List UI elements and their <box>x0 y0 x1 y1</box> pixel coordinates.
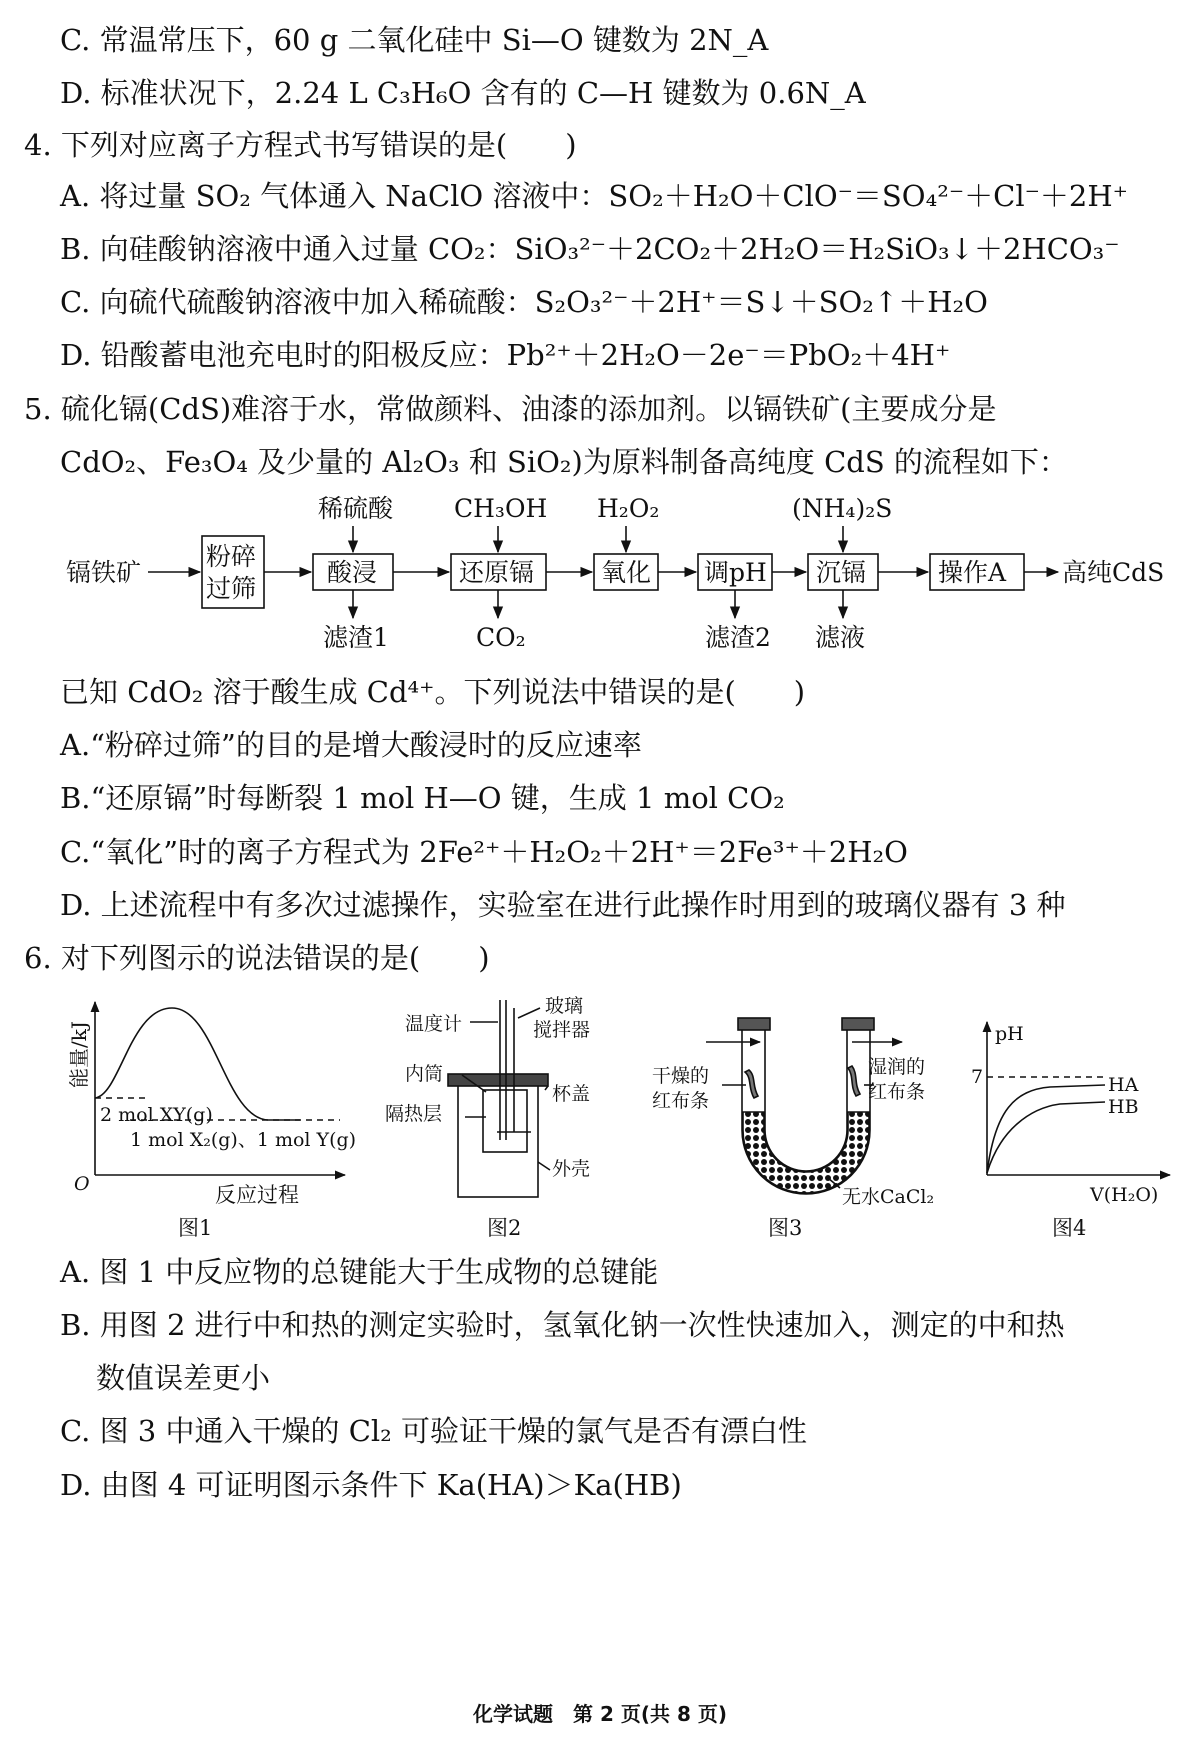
fig4-ha: HA <box>1108 1074 1139 1096</box>
fig3-dry2: 红布条 <box>652 1090 710 1112</box>
flow-output-residue2: 滤渣2 <box>705 623 771 652</box>
fig4-tick7: 7 <box>971 1066 984 1088</box>
fig2-inner: 内筒 <box>405 1063 444 1085</box>
fig2-stirrer2: 搅拌器 <box>533 1019 591 1041</box>
fig2-caption: 图2 <box>487 1216 522 1240</box>
flow-end-label: 高纯CdS <box>1062 558 1165 587</box>
q5-stem-line1: 5. 硫化镉(CdS)难溶于水，常做颜料、油漆的添加剂。以镉铁矿(主要成分是 <box>24 392 997 426</box>
q4-option-c: C. 向硫代硫酸钠溶液中加入稀硫酸：S₂O₃²⁻＋2H⁺＝S↓＋SO₂↑＋H₂O <box>60 285 988 319</box>
q4-option-d: D. 铅酸蓄电池充电时的阳极反应：Pb²⁺＋2H₂O－2e⁻＝PbO₂＋4H⁺ <box>60 338 951 372</box>
q6-option-c: C. 图 3 中通入干燥的 Cl₂ 可验证干燥的氯气是否有漂白性 <box>60 1414 808 1448</box>
q6-option-b-line2: 数值误差更小 <box>96 1361 271 1395</box>
curve-ha <box>987 1085 1105 1173</box>
q6-option-b-line1: B. 用图 2 进行中和热的测定实验时，氢氧化钠一次性快速加入，测定的中和热 <box>60 1308 1065 1342</box>
fig1-ylabel: 能量/kJ <box>67 1021 91 1088</box>
desiccant-fill <box>743 1112 869 1193</box>
flow-step-acid-leach: 酸浸 <box>327 558 378 587</box>
q5-option-d: D. 上述流程中有多次过滤操作，实验室在进行此操作时用到的玻璃仪器有 3 种 <box>60 888 1066 922</box>
q5-option-b: B.“还原镉”时每断裂 1 mol H—O 键，生成 1 mol CO₂ <box>60 781 785 815</box>
q3-option-c: C. 常温常压下，60 g 二氧化硅中 Si—O 键数为 2N_A <box>60 23 769 57</box>
outer-shell <box>458 1082 538 1197</box>
flow-step-precipitate: 沉镉 <box>816 558 867 587</box>
flow-step-crush2: 过筛 <box>206 574 257 603</box>
flow-input-methanol: CH₃OH <box>454 494 548 523</box>
left-stopper <box>738 1018 770 1030</box>
fig1-lower-label: 1 mol X₂(g)、1 mol Y(g) <box>130 1129 357 1151</box>
process-flow-diagram <box>0 490 1200 660</box>
right-stopper <box>842 1018 874 1030</box>
wet-red-cloth <box>848 1066 860 1096</box>
q5-stem-line2: CdO₂、Fe₃O₄ 及少量的 Al₂O₃ 和 SiO₂)为原料制备高纯度 CdS 的流程如下： <box>60 445 1068 479</box>
fig2-insulation: 隔热层 <box>385 1103 443 1125</box>
flow-start-label: 镉铁矿 <box>66 558 142 587</box>
flow-step-operation-a: 操作A <box>938 558 1007 587</box>
q5-option-c: C.“氧化”时的离子方程式为 2Fe²⁺＋H₂O₂＋2H⁺＝2Fe³⁺＋2H₂O <box>60 835 908 869</box>
flow-step-oxidize: 氧化 <box>601 558 652 587</box>
figure-3-u-tube <box>706 1018 902 1194</box>
fig1-xlabel: 反应过程 <box>215 1183 299 1207</box>
dry-red-cloth <box>745 1070 758 1098</box>
fig3-dry1: 干燥的 <box>652 1065 710 1087</box>
q6-stem: 6. 对下列图示的说法错误的是( ) <box>24 941 490 975</box>
fig4-caption: 图4 <box>1052 1216 1087 1240</box>
flow-input-acid: 稀硫酸 <box>318 494 394 523</box>
page-footer: 化学试题 第 2 页(共 8 页) <box>473 1702 727 1726</box>
fig2-stirrer1: 玻璃 <box>545 995 584 1017</box>
fig2-shell: 外壳 <box>552 1158 591 1180</box>
flow-step-adjust-ph: 调pH <box>704 558 767 587</box>
fig4-ylabel: pH <box>995 1023 1024 1045</box>
fig2-lid: 杯盖 <box>552 1083 591 1105</box>
q6-figures <box>0 990 1200 1240</box>
flow-input-peroxide: H₂O₂ <box>597 494 660 523</box>
fig1-origin: O <box>74 1173 90 1195</box>
q4-option-a: A. 将过量 SO₂ 气体通入 NaClO 溶液中：SO₂＋H₂O＋ClO⁻＝SO₄²⁻＋Cl⁻＋2H⁺ <box>60 179 1128 213</box>
fig3-wet1: 湿润的 <box>868 1056 926 1078</box>
q5-option-a: A.“粉碎过筛”的目的是增大酸浸时的反应速率 <box>60 728 642 762</box>
fig4-hb: HB <box>1108 1096 1139 1118</box>
flow-output-residue1: 滤渣1 <box>323 623 389 652</box>
q6-option-d: D. 由图 4 可证明图示条件下 Ka(HA)＞Ka(HB) <box>60 1468 682 1502</box>
q6-option-a: A. 图 1 中反应物的总键能大于生成物的总键能 <box>60 1255 659 1289</box>
q4-stem: 4. 下列对应离子方程式书写错误的是( ) <box>24 128 577 162</box>
flow-input-sulfide: (NH₄)₂S <box>792 494 893 523</box>
fig1-caption: 图1 <box>178 1216 213 1240</box>
fig2-thermometer: 温度计 <box>405 1013 463 1035</box>
flow-output-filtrate: 滤液 <box>815 623 866 652</box>
flow-output-co2: CO₂ <box>476 623 526 652</box>
stirrer <box>497 1008 531 1132</box>
fig3-desiccant: 无水CaCl₂ <box>842 1186 935 1208</box>
inner-cup <box>483 1090 527 1152</box>
fig1-upper-label: 2 mol XY(g) <box>100 1104 213 1126</box>
flow-step-crush1: 粉碎 <box>206 542 257 571</box>
q3-option-d: D. 标准状况下，2.24 L C₃H₆O 含有的 C—H 键数为 0.6N_A <box>60 76 866 110</box>
fig3-caption: 图3 <box>768 1216 803 1240</box>
fig3-wet2: 红布条 <box>868 1081 926 1103</box>
q5-known: 已知 CdO₂ 溶于酸生成 Cd⁴⁺。下列说法中错误的是( ) <box>60 675 806 709</box>
fig4-xlabel: V(H₂O) <box>1090 1184 1159 1206</box>
flow-step-reduce: 还原镉 <box>459 558 535 587</box>
q4-option-b: B. 向硅酸钠溶液中通入过量 CO₂：SiO₃²⁻＋2CO₂＋2H₂O＝H₂SiO₃↓＋2HCO₃⁻ <box>60 232 1120 266</box>
u-tube-inner <box>765 1030 847 1171</box>
